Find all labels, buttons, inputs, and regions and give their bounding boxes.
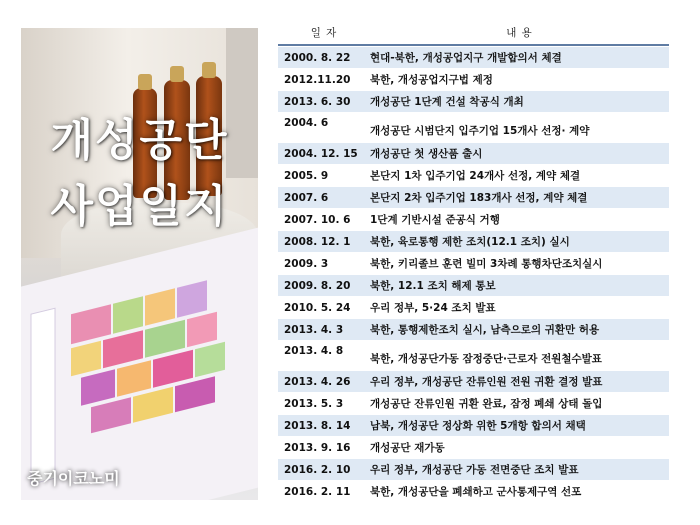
table-row [278, 253, 669, 275]
header-date: 일 자 [278, 21, 364, 44]
brand-label: 중기이코노미 [27, 469, 120, 488]
bottle-3-cap [202, 62, 216, 78]
row-event: 개성공단 첫 생산품 출시 [364, 143, 669, 165]
table-row [278, 341, 669, 371]
row-date: 2013. 5. 3 [278, 393, 364, 415]
table-row [278, 113, 669, 143]
table-row [278, 165, 669, 187]
table-row [278, 297, 669, 319]
bottle-2-cap [170, 66, 184, 82]
table-row [278, 231, 669, 253]
row-event: 북한, 키리졸브 훈련 빌미 3차례 통행차단조치실시 [364, 253, 669, 275]
row-event: 북한, 육로통행 제한 조치(12.1 조치) 실시 [364, 231, 669, 253]
row-date: 2013. 9. 16 [278, 437, 364, 459]
table-row [278, 69, 669, 91]
bottle-1-cap [138, 74, 152, 90]
row-event: 1단계 기반시설 준공식 거행 [364, 209, 669, 231]
row-event: 우리 정부, 개성공단 가동 전면중단 조치 발표 [364, 459, 669, 481]
photo-title-line2: 사업일지 [50, 181, 229, 232]
row-date: 2013. 4. 8 [278, 341, 364, 371]
kaesong-photo [21, 28, 258, 500]
row-event: 개성공단 잔류인원 귀환 완료, 잠정 폐쇄 상태 돌입 [364, 393, 669, 415]
row-event: 북한, 통행제한조치 실시, 남측으로의 귀환만 허용 [364, 319, 669, 341]
timeline-table [278, 21, 669, 503]
row-event: 개성공단 재가동 [364, 437, 669, 459]
table-row [278, 209, 669, 231]
photo-title [21, 108, 258, 240]
table-row [278, 319, 669, 341]
table-row [278, 143, 669, 165]
row-event: 본단지 1차 입주기업 24개사 선정, 계약 체결 [364, 165, 669, 187]
timeline-body [278, 47, 669, 503]
row-date: 2009. 3 [278, 253, 364, 275]
row-date: 2013. 6. 30 [278, 91, 364, 113]
table-row [278, 459, 669, 481]
table-row [278, 393, 669, 415]
row-date: 2010. 5. 24 [278, 297, 364, 319]
row-date: 2007. 6 [278, 187, 364, 209]
row-date: 2008. 12. 1 [278, 231, 364, 253]
row-date: 2005. 9 [278, 165, 364, 187]
row-event: 우리 정부, 5·24 조치 발표 [364, 297, 669, 319]
row-event: 개성공단 시범단지 입주기업 15개사 선정· 계약 [364, 113, 669, 143]
header-event: 내 용 [364, 21, 669, 44]
photo-title-line1: 개성공단 [50, 115, 229, 166]
industrial-map [21, 224, 258, 500]
table-row [278, 275, 669, 297]
row-event: 북한, 개성공단을 폐쇄하고 군사통제구역 선포 [364, 481, 669, 503]
row-date: 2000. 8. 22 [278, 47, 364, 69]
row-date: 2009. 8. 20 [278, 275, 364, 297]
row-date: 2013. 8. 14 [278, 415, 364, 437]
row-date: 2013. 4. 26 [278, 371, 364, 393]
table-row [278, 47, 669, 69]
table-row [278, 187, 669, 209]
row-event: 북한, 개성공단가동 잠정중단·근로자 전원철수발표 [364, 341, 669, 371]
row-event: 현대-북한, 개성공업지구 개발합의서 체결 [364, 47, 669, 69]
row-event: 우리 정부, 개성공단 잔류인원 전원 귀환 결정 발표 [364, 371, 669, 393]
table-row [278, 91, 669, 113]
table-header-row [278, 21, 669, 44]
row-event: 본단지 2차 입주기업 183개사 선정, 계약 체결 [364, 187, 669, 209]
table-row [278, 481, 669, 503]
row-date: 2012.11.20 [278, 69, 364, 91]
row-date: 2016. 2. 11 [278, 481, 364, 503]
row-date: 2007. 10. 6 [278, 209, 364, 231]
table-row [278, 415, 669, 437]
table-row [278, 371, 669, 393]
row-date: 2004. 6 [278, 113, 364, 143]
row-event: 북한, 12.1 조치 해제 통보 [364, 275, 669, 297]
row-event: 개성공단 1단계 건설 착공식 개최 [364, 91, 669, 113]
row-date: 2016. 2. 10 [278, 459, 364, 481]
row-event: 남북, 개성공단 정상화 위한 5개항 합의서 채택 [364, 415, 669, 437]
table-row [278, 437, 669, 459]
row-date: 2013. 4. 3 [278, 319, 364, 341]
map-blocks [21, 224, 258, 500]
row-date: 2004. 12. 15 [278, 143, 364, 165]
row-event: 북한, 개성공업지구법 제정 [364, 69, 669, 91]
